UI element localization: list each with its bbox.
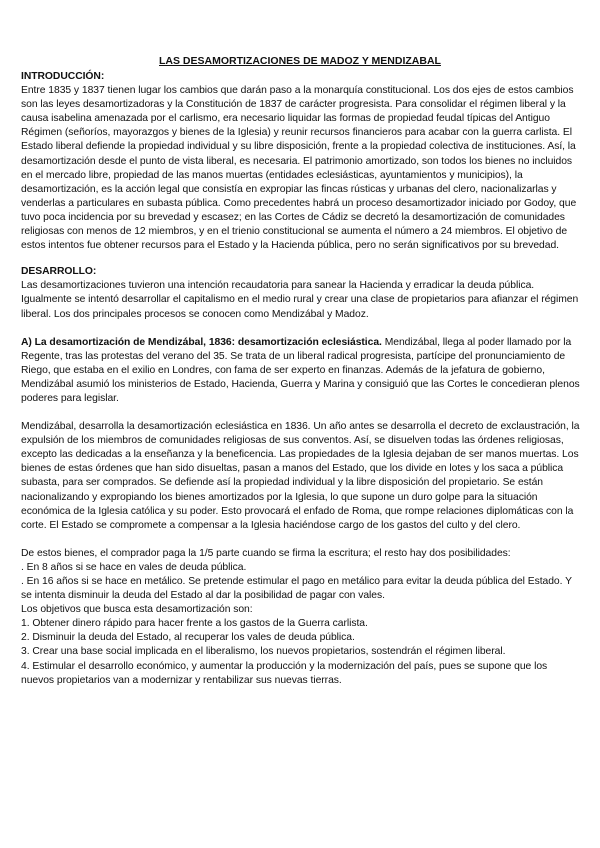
development-paragraph: Las desamortizaciones tuvieron una intención recaudatoria para sanear la Hacienda y erradicar la deuda pública. Igualmente se intentó desarrollar el capitalismo en el medio rural y crear una clase de propietarios para afianzar el régimen liberal. Los dos principales procesos se conocen como Mendizábal y Madoz. [21,280,579,320]
page-title: LAS DESAMORTIZACIONES DE MADOZ Y MENDIZABAL [159,55,441,67]
intro-paragraph: Entre 1835 y 1837 tienen lugar los cambios que darán paso a la monarquía constitucional. Los dos ejes de estos cambios son las leyes desamortizadoras y la Constitución de 1837 de carácter progresista. Para consolidar el régimen liberal y la causa isabelina amenazada por el carlismo, era necesario liquidar las formas de propiedad feudal típicas del Antiguo Régimen (señoríos, mayorazgos y bienes de la Iglesia) y reunir recursos financieros para acabar con la guerra carlista. El Estado liberal defiende la propiedad individual y su libre disposición, frente a la propiedad colectiva de instituciones. Así, la desamortización desde el punto de vista liberal, es necesaria. El patrimonio amortizado, son todos los bienes no incluidos en el mercado libre, propiedad de las manos muertas (entidades eclesiásticas, ayuntamientos y municipios), la desamortización, es la acción legal que consistía en expropiar las fincas rústicas y urbanas del clero, nacionalizarlas y venderlas a particulares en subasta pública. Como precedentes habrá un proceso desamortizador iniciado por Godoy, que tuvo poca incidencia por su brevedad y escasez; en las Cortes de Cádiz se decretó la desamortización de comunidades religiosas con menos de 12 miembros, y en el trienio constitucional se aumenta el número a 24 miembros. El objetivo de estos intentos fue obtener recursos para el Estado y la Hacienda pública, pero no serán significativos por su brevedad. [21,85,577,252]
section-a-heading: A) La desamortización de Mendizábal, 1836: desamortización eclesiástica. [21,336,382,348]
payment-option: . En 16 años si se hace en metálico. Se pretende estimular el pago en metálico para evitar la deuda pública del Estado. Y se intenta disminuir la deuda del Estado al dar la posibilidad de pagar con vales. [21,576,572,602]
section-a-paragraph-2: Mendizábal, desarrolla la desamortización eclesiástica en 1836. Un año antes se desarrolla el decreto de exclaustración, la expulsión de los miembros de comunidades religiosas de sus conventos. Así, se disuelven todas las órdenes religiosas, excepto las dedicadas a la enseñanza y la beneficencia. Las propiedades de la Iglesia dejaban de ser manos muertas. Los bienes de estas órdenes que han sido disueltas, pasan a manos del Estado, que los divide en lotes y los saca a pública subasta, para ser comprados. Se defiende así la propiedad individual y la libre disposición del propietario. Se están nacionalizando y expropiando los bienes amortizados por la Iglesia, lo que supone un duro golpe para la situación económica de la Iglesia católica y su poder. Esto provocará el enfado de Roma, que rompe relaciones diplomáticas con la corte. El Estado se compromete a compensar a la Iglesia haciéndose cargo de los gastos del culto y del clero. [21,421,580,531]
objective-item: 2. Disminuir la deuda del Estado, al recuperar los vales de deuda pública. [21,632,355,644]
payment-intro: De estos bienes, el comprador paga la 1/5 parte cuando se firma la escritura; el resto hay dos posibilidades: [21,547,511,559]
document-body [21,56,581,688]
objective-item: 3. Crear una base social implicada en el liberalismo, los nuevos propietarios, sostendrán el régimen liberal. [21,646,506,658]
payment-option: . En 8 años si se hace en vales de deuda pública. [21,561,247,573]
intro-heading: INTRODUCCIÓN: [21,71,105,82]
objective-item: 4. Estimular el desarrollo económico, y aumentar la producción y la modernización del país, pues se supone que los nuevos propietarios van a modernizar y rentabilizar sus nuevas tierras. [21,660,548,686]
objectives-intro: Los objetivos que busca esta desamortización son: [21,604,253,616]
section-a-text: Mendizábal, llega al poder llamado por la Regente, tras las protestas del verano del 35. Se trata de un liberal radical progresista, partícipe del pronunciamiento de Riego, que estaba en el exilio en Londres, con fama de ser experto en finanzas. Además de la jefatura de gobierno, Mendizábal asumió los ministerios de Estado, Hacienda, Guerra y Marina y consiguió que las Cortes le concedieran plenos poderes para legislar. [21,336,580,404]
objective-item: 1. Obtener dinero rápido para hacer frente a los gastos de la Guerra carlista. [21,618,368,630]
development-heading: DESARROLLO: [21,266,97,278]
section-a-paragraph [21,336,581,406]
